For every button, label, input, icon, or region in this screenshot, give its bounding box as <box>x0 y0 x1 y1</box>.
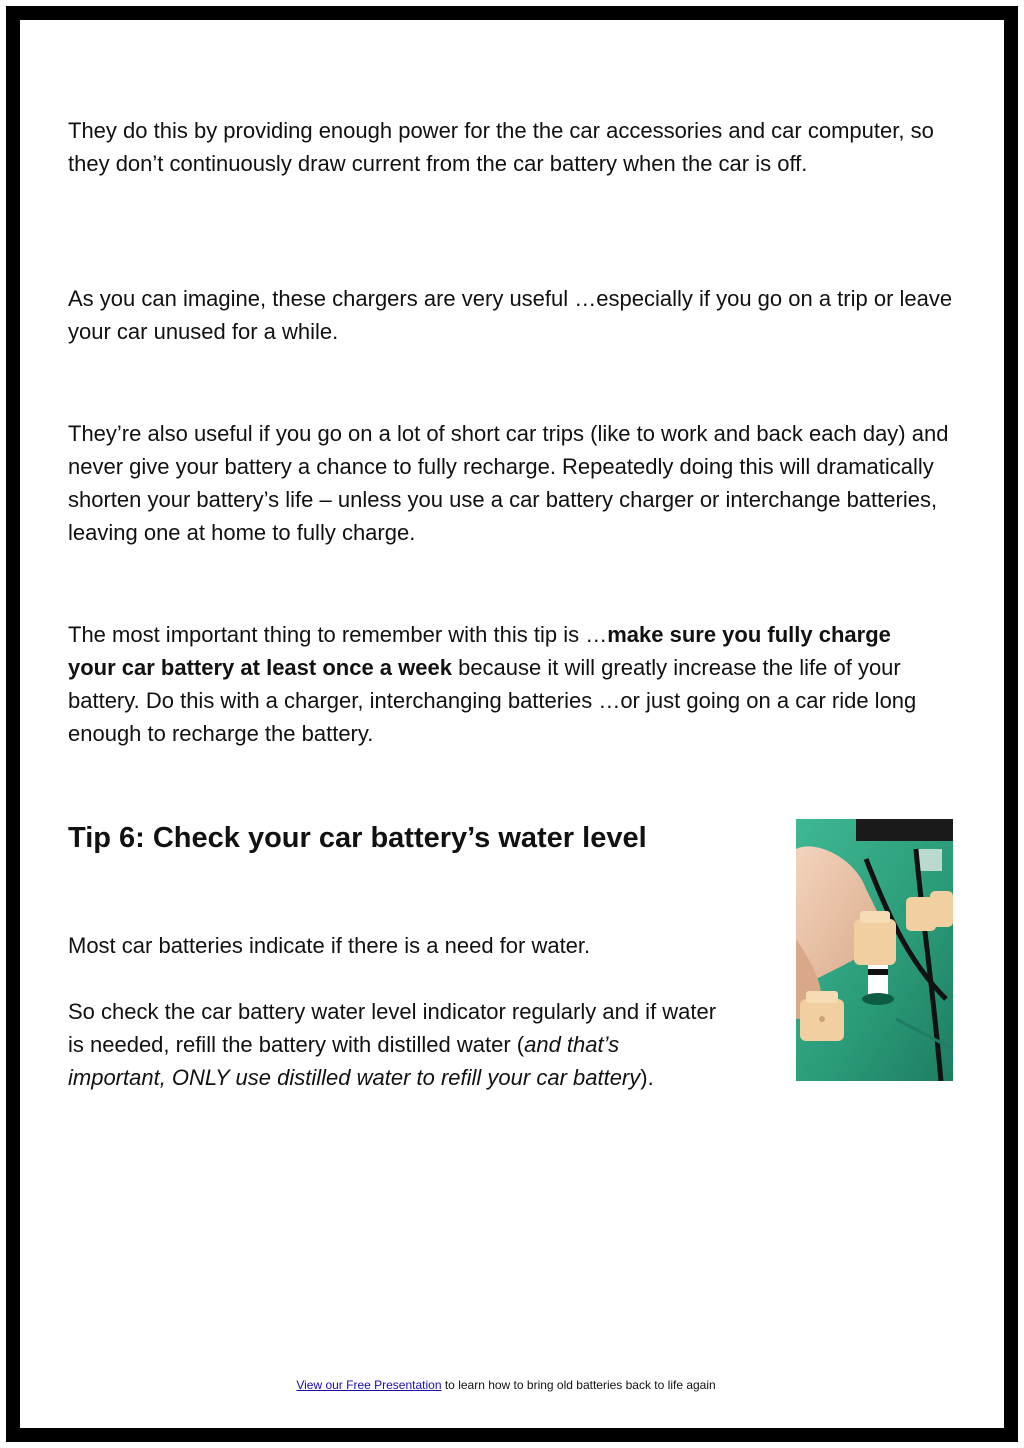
paragraph-refill-distilled <box>68 995 718 1094</box>
paragraph-short-trips: They’re also useful if you go on a lot of short car trips (like to work and back each day) and never give your battery a chance to fully recharge. Repeatedly doing this will dramatically shorten your battery’s life – unless you use a car battery charger or interchange batteries, leaving one at home to fully charge. <box>68 421 949 545</box>
section-heading-tip-6: Tip 6: Check your car battery’s water level <box>68 822 647 854</box>
important-tip-emphasis: make sure you fully charge your car battery at least once a week <box>68 622 891 680</box>
refill-intro: So check the car battery water level indicator regularly and if water is needed, refill the battery with distilled water ( <box>68 999 717 1057</box>
footer-cta <box>0 1377 1012 1393</box>
free-presentation-link[interactable]: View our Free Presentation <box>296 1378 442 1392</box>
battery-water-cap-photo <box>796 819 953 1081</box>
important-tip-rest: because it will greatly increase the life of your battery. Do this with a charger, interchanging batteries …or just going on a car ride long enough to recharge the battery. <box>68 655 917 746</box>
footer-text: to learn how to bring old batteries back to life again <box>441 1378 716 1392</box>
refill-distilled-note: and that’s important, ONLY use distilled water to refill your car battery <box>68 1032 641 1090</box>
paragraph-water-indicator: Most car batteries indicate if there is a need for water. <box>68 933 591 958</box>
paragraph-important-tip <box>68 618 938 750</box>
refill-close: ). <box>640 1065 654 1090</box>
paragraph-chargers-useful: As you can imagine, these chargers are very useful …especially if you go on a trip or leave your car unused for a while. <box>68 286 953 344</box>
paragraph-power-accessories: They do this by providing enough power for the the car accessories and car computer, so they don’t continuously draw current from the car battery when the car is off. <box>68 118 934 176</box>
important-tip-intro: The most important thing to remember with this tip is … <box>68 622 608 647</box>
